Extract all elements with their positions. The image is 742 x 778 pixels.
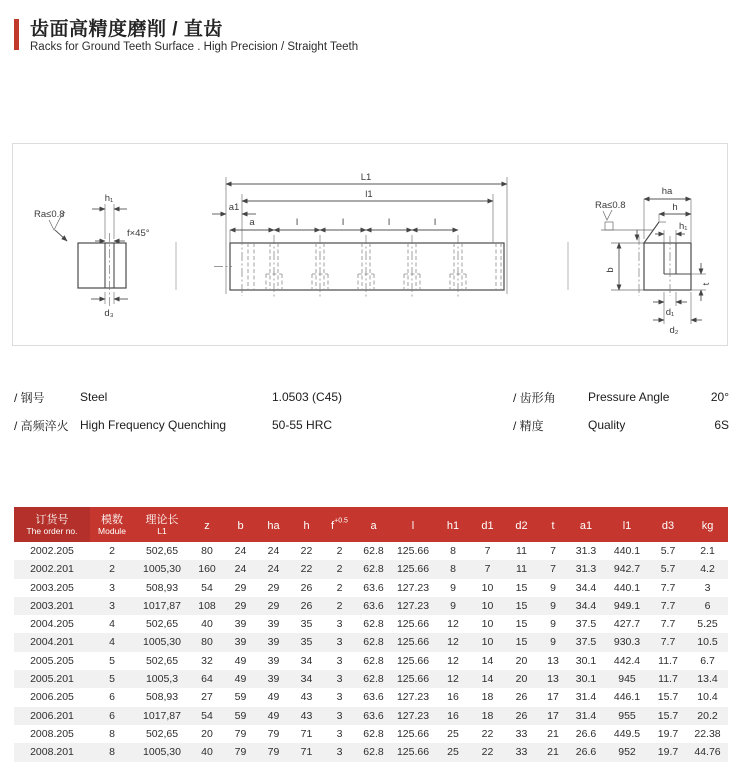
table-cell: 2003.205	[30, 581, 74, 594]
table-cell: 1017,87	[143, 709, 181, 722]
table-cell: 49	[267, 709, 280, 722]
table-cell: 34	[300, 673, 313, 686]
table-cell: 80	[201, 636, 213, 649]
table-header-row	[14, 507, 728, 542]
table-cell: 13	[547, 673, 559, 686]
table-cell: 43	[300, 709, 313, 722]
table-cell: 39	[267, 654, 280, 667]
spec-label-quality-en: Quality	[588, 418, 626, 432]
table-row	[14, 542, 728, 560]
table-cell: 125.66	[396, 727, 430, 740]
table-cell: 49	[234, 673, 247, 686]
table-cell: 11	[516, 545, 527, 557]
spec-label-quench-zh: / 高频淬火	[14, 419, 69, 433]
table-row	[14, 743, 728, 761]
accent-bar	[14, 19, 19, 50]
spec-label-pressure-angle-en: Pressure Angle	[588, 390, 670, 404]
table-cell: 9	[550, 618, 556, 631]
table-cell: 2008.205	[30, 727, 74, 740]
table-cell: 79	[234, 727, 247, 740]
table-cell: 127.23	[396, 581, 430, 594]
table-cell: 54	[201, 581, 213, 594]
table-cell: 508,93	[145, 691, 179, 704]
table-cell: 34	[300, 654, 313, 667]
table-cell: 949.1	[613, 599, 641, 612]
spec-label-steel-en: Steel	[80, 390, 108, 404]
col-header-t: t	[539, 507, 567, 542]
table-cell: 5	[109, 673, 115, 686]
table-cell: 127.23	[396, 709, 430, 722]
table-cell: 40	[201, 618, 213, 631]
table-cell: 19.7	[657, 746, 679, 759]
table-cell: 22	[300, 545, 313, 557]
table-cell: 125.66	[396, 673, 430, 686]
table-cell: 15.7	[657, 691, 679, 704]
table-row	[14, 615, 728, 633]
col-header-l1: l1	[605, 507, 649, 542]
dim-label-l: l	[295, 217, 299, 228]
table-cell: 3	[336, 691, 343, 704]
table-cell: 9	[450, 599, 456, 612]
spec-label-pressure-angle-zh: / 齿形角	[513, 391, 556, 405]
page-title: 齿面高精度磨削 / 直齿	[30, 19, 223, 40]
rack-technical-drawing	[13, 144, 727, 345]
col-header-theoretical-length: 理论长 L1	[134, 507, 190, 542]
page-subtitle: Racks for Ground Teeth Surface . High Precision / Straight Teeth	[30, 41, 359, 53]
table-cell: 12	[447, 673, 459, 686]
table-cell: 8	[109, 746, 115, 759]
table-cell: 37.5	[575, 636, 597, 649]
table-cell: 2	[336, 599, 343, 612]
table-cell: 7	[550, 563, 556, 576]
table-cell: 22	[300, 563, 313, 576]
table-cell: 10	[481, 636, 494, 649]
table-cell: 22	[481, 746, 494, 759]
table-cell: 24	[234, 545, 247, 557]
table-cell: 2002.201	[30, 563, 74, 576]
col-header-h: h	[290, 507, 323, 542]
table-cell: 10.5	[697, 636, 718, 649]
table-cell: 79	[267, 727, 280, 740]
table-cell: 21	[547, 746, 559, 759]
table-cell: 62.8	[363, 727, 384, 740]
table-cell: 39	[267, 636, 280, 649]
table-cell: 2	[109, 563, 115, 576]
dim-label-ra-right: Ra≤0.8	[595, 200, 626, 211]
table-cell: 63.6	[363, 581, 384, 594]
col-header-ha: ha	[257, 507, 290, 542]
table-cell: 9	[550, 599, 556, 612]
table-cell: 24	[267, 563, 280, 576]
table-cell: 3	[109, 599, 115, 612]
table-cell: 22.38	[694, 727, 721, 740]
table-cell: 62.8	[363, 673, 384, 686]
technical-drawing-panel	[12, 143, 728, 346]
dim-label-l: l	[433, 217, 437, 228]
table-cell: 8	[450, 545, 456, 557]
table-cell: 160	[198, 563, 216, 576]
table-cell: 63.6	[363, 691, 384, 704]
dim-label-l: l	[387, 217, 391, 228]
table-cell: 2	[336, 545, 343, 557]
table-cell: 2008.201	[30, 746, 74, 759]
table-cell: 7.7	[660, 636, 676, 649]
table-cell: 6.7	[700, 654, 715, 667]
table-cell: 14	[481, 654, 494, 667]
table-body	[14, 542, 728, 762]
table-cell: 15.7	[657, 709, 679, 722]
spec-value-quench: 50-55 HRC	[272, 418, 333, 432]
table-cell: 446.1	[613, 691, 641, 704]
table-cell: 955	[618, 709, 636, 722]
table-row	[14, 688, 728, 706]
table-cell: 12	[447, 636, 459, 649]
table-row	[14, 652, 728, 670]
table-cell: 440.1	[613, 545, 641, 557]
table-cell: 942.7	[613, 563, 641, 576]
table-cell: 7	[484, 545, 491, 557]
table-cell: 37.5	[575, 618, 597, 631]
spec-value-steel: 1.0503 (C45)	[272, 390, 343, 404]
table-cell: 11.7	[658, 654, 678, 667]
table-cell: 502,65	[145, 618, 179, 631]
table-cell: 40	[201, 746, 213, 759]
table-cell: 2006.205	[30, 691, 74, 704]
spec-label-steel-zh: / 钢号	[14, 391, 45, 405]
table-cell: 29	[267, 581, 280, 594]
table-cell: 30.1	[575, 654, 597, 667]
table-cell: 440.1	[613, 581, 641, 594]
table-cell: 1005,30	[143, 746, 181, 759]
table-cell: 31.4	[575, 709, 597, 722]
table-cell: 6	[109, 709, 115, 722]
dim-label-d3: d₃	[104, 308, 114, 319]
table-cell: 125.66	[396, 654, 430, 667]
table-cell: 31.4	[575, 691, 597, 704]
dim-label-L1: L1	[360, 172, 372, 183]
table-cell: 3	[336, 636, 343, 649]
table-cell: 26	[300, 599, 313, 612]
table-cell: 16	[447, 709, 459, 722]
table-cell: 10.4	[697, 691, 718, 704]
table-cell: 3	[336, 746, 343, 759]
dim-label-l1: l1	[365, 189, 373, 200]
table-cell: 62.8	[363, 545, 384, 557]
table-cell: 3	[336, 673, 343, 686]
table-row	[14, 670, 728, 688]
table-cell: 14	[481, 673, 494, 686]
table-cell: 1005,3	[145, 673, 179, 686]
table-cell: 1005,30	[143, 563, 181, 576]
table-cell: 54	[201, 709, 213, 722]
table-cell: 3	[336, 618, 343, 631]
table-cell: 27	[201, 691, 213, 704]
table-cell: 33	[515, 727, 528, 740]
table-cell: 12	[447, 618, 459, 631]
table-cell: 8	[109, 727, 115, 740]
table-cell: 62.8	[363, 654, 384, 667]
table-cell: 43	[300, 691, 313, 704]
col-header-d2: d2	[504, 507, 539, 542]
table-cell: 63.6	[363, 599, 384, 612]
table-cell: 29	[267, 599, 280, 612]
table-cell: 108	[198, 599, 216, 612]
table-cell: 12	[447, 654, 459, 667]
table-cell: 26	[515, 709, 528, 722]
table-cell: 127.23	[396, 599, 430, 612]
table-cell: 26.6	[575, 746, 597, 759]
dim-label-chamfer: f×45°	[127, 228, 150, 239]
table-cell: 39	[234, 618, 247, 631]
table-cell: 9	[550, 581, 556, 594]
table-cell: 3	[704, 581, 711, 594]
table-cell: 7.7	[660, 581, 676, 594]
table-cell: 20	[515, 673, 528, 686]
table-cell: 62.8	[363, 746, 384, 759]
table-cell: 11.7	[658, 673, 678, 686]
table-cell: 62.8	[363, 636, 384, 649]
table-cell: 10	[481, 599, 494, 612]
table-cell: 7	[484, 563, 491, 576]
table-cell: 59	[234, 691, 247, 704]
table-cell: 1005,30	[143, 636, 181, 649]
table-cell: 62.8	[363, 563, 384, 576]
dim-label-ha: ha	[661, 186, 673, 197]
table-cell: 31.3	[575, 563, 597, 576]
table-cell: 2004.205	[30, 618, 74, 631]
table-cell: 31.3	[575, 545, 597, 557]
table-cell: 17	[547, 709, 559, 722]
table-cell: 125.66	[396, 563, 430, 576]
table-cell: 13.4	[697, 673, 718, 686]
table-cell: 449.5	[613, 727, 641, 740]
table-cell: 2006.201	[30, 709, 74, 722]
table-cell: 2002.205	[30, 545, 74, 557]
col-header-order-no: 订货号 The order no.	[14, 507, 90, 542]
rack-size-table	[14, 507, 728, 762]
table-cell: 5	[109, 654, 115, 667]
left-end-view	[34, 193, 150, 319]
table-cell: 125.66	[396, 618, 430, 631]
table-cell: 64	[201, 673, 213, 686]
col-header-module: 模数 Module	[90, 507, 134, 542]
table-cell: 8	[450, 563, 456, 576]
table-cell: 7.7	[660, 618, 676, 631]
dim-label-a1: a1	[228, 202, 240, 213]
table-cell: 39	[234, 636, 247, 649]
spec-value-quality: 6S	[714, 418, 729, 432]
table-cell: 13	[547, 654, 559, 667]
col-header-d1: d1	[471, 507, 504, 542]
table-cell: 39	[267, 673, 280, 686]
col-header-h1: h1	[435, 507, 471, 542]
table-cell: 30.1	[575, 673, 597, 686]
table-cell: 79	[234, 746, 247, 759]
table-cell: 44.76	[694, 746, 721, 759]
table-cell: 39	[267, 618, 280, 631]
spec-label-quench-en: High Frequency Quenching	[80, 418, 227, 432]
table-cell: 502,65	[145, 727, 179, 740]
col-header-z: z	[190, 507, 224, 542]
table-cell: 26.6	[575, 727, 597, 740]
dim-label-l: l	[341, 217, 345, 228]
table-cell: 2005.201	[30, 673, 74, 686]
table-cell: 7	[550, 545, 556, 557]
table-cell: 71	[300, 727, 313, 740]
table-cell: 945	[618, 673, 636, 686]
col-header-a: a	[356, 507, 391, 542]
table-cell: 4.2	[700, 563, 715, 576]
table-cell: 29	[234, 599, 247, 612]
table-cell: 7.7	[660, 599, 676, 612]
table-cell: 502,65	[145, 545, 179, 557]
table-cell: 20	[201, 727, 213, 740]
table-cell: 4	[109, 618, 115, 631]
table-cell: 2003.201	[30, 599, 74, 612]
table-cell: 35	[300, 618, 313, 631]
dim-label-d1: d₁	[665, 307, 675, 318]
col-header-b: b	[224, 507, 257, 542]
table-cell: 49	[267, 691, 280, 704]
spec-label-quality-zh: / 精度	[513, 419, 544, 433]
table-cell: 952	[618, 746, 636, 759]
table-row	[14, 707, 728, 725]
table-cell: 2.1	[700, 545, 715, 557]
col-header-a1: a1	[567, 507, 605, 542]
col-header-d3: d3	[649, 507, 687, 542]
table-cell: 2	[109, 545, 115, 557]
table-row	[14, 725, 728, 743]
table-cell: 26	[300, 581, 313, 594]
table-cell: 15	[515, 618, 528, 631]
table-cell: 442.4	[613, 654, 641, 667]
table-row	[14, 560, 728, 578]
table-cell: 930.3	[613, 636, 641, 649]
dim-label-h: h	[672, 202, 678, 213]
table-cell: 32	[201, 654, 213, 667]
table-cell: 508,93	[145, 581, 179, 594]
table-cell: 25	[447, 727, 459, 740]
table-cell: 71	[300, 746, 313, 759]
table-cell: 5.7	[660, 545, 676, 557]
table-cell: 33	[515, 746, 528, 759]
table-cell: 5.25	[697, 618, 718, 631]
table-cell: 34.4	[575, 581, 597, 594]
table-cell: 25	[447, 746, 459, 759]
table-cell: 29	[234, 581, 247, 594]
table-cell: 9	[550, 636, 556, 649]
dim-label-b: b	[605, 267, 616, 273]
table-cell: 4	[109, 636, 115, 649]
table-cell: 15	[515, 581, 528, 594]
table-cell: 18	[481, 709, 494, 722]
table-cell: 2005.205	[30, 654, 74, 667]
table-cell: 59	[234, 709, 247, 722]
dim-label-t: t	[701, 282, 712, 286]
table-cell: 19.7	[657, 727, 679, 740]
table-cell: 17	[547, 691, 559, 704]
table-cell: 5.7	[660, 563, 676, 576]
table-cell: 34.4	[575, 599, 597, 612]
table-cell: 3	[336, 654, 343, 667]
table-cell: 3	[336, 727, 343, 740]
table-row	[14, 597, 728, 615]
table-cell: 2	[336, 563, 343, 576]
table-cell: 16	[447, 691, 459, 704]
dim-label-ra-left: Ra≤0.8	[34, 209, 65, 220]
table-cell: 6	[109, 691, 115, 704]
table-cell: 21	[547, 727, 559, 740]
table-cell: 15	[515, 636, 528, 649]
table-cell: 11	[516, 563, 527, 576]
dim-label-a: a	[249, 217, 255, 228]
table-cell: 20.2	[697, 709, 718, 722]
table-cell: 127.23	[396, 691, 430, 704]
table-cell: 80	[201, 545, 213, 557]
table-cell: 6	[704, 599, 711, 612]
table-cell: 125.66	[396, 545, 430, 557]
table-row	[14, 579, 728, 597]
table-cell: 20	[515, 654, 528, 667]
table-cell: 3	[109, 581, 115, 594]
table-cell: 10	[481, 581, 494, 594]
table-cell: 2	[336, 581, 343, 594]
table-cell: 62.8	[363, 618, 384, 631]
table-cell: 26	[515, 691, 528, 704]
table-cell: 1017,87	[143, 599, 181, 612]
table-cell: 2004.201	[30, 636, 74, 649]
table-cell: 63.6	[363, 709, 384, 722]
dim-label-d2: d₂	[669, 325, 679, 336]
table-cell: 125.66	[396, 746, 430, 759]
table-cell: 10	[481, 618, 494, 631]
spec-value-pressure-angle: 20°	[710, 390, 729, 404]
table-cell: 9	[450, 581, 456, 594]
table-row	[14, 633, 728, 651]
table-cell: 3	[336, 709, 343, 722]
table-cell: 24	[267, 545, 280, 557]
table-cell: 22	[481, 727, 494, 740]
right-section-view	[595, 186, 712, 336]
table-cell: 15	[515, 599, 528, 612]
col-header-l: l	[391, 507, 435, 542]
table-cell: 502,65	[145, 654, 179, 667]
dim-label-h1-right: h₁	[679, 221, 688, 232]
col-header-f: $f^{+0.5}$	[323, 507, 356, 542]
col-header-kg: kg	[687, 507, 728, 542]
table-cell: 35	[300, 636, 313, 649]
table-cell: 49	[234, 654, 247, 667]
table-cell: 125.66	[396, 636, 430, 649]
table-cell: 18	[481, 691, 494, 704]
table-cell: 79	[267, 746, 280, 759]
table-cell: 427.7	[613, 618, 641, 631]
center-rack-view	[212, 172, 507, 297]
dim-label-h1-left: h₁	[104, 193, 114, 204]
table-cell: 24	[234, 563, 247, 576]
